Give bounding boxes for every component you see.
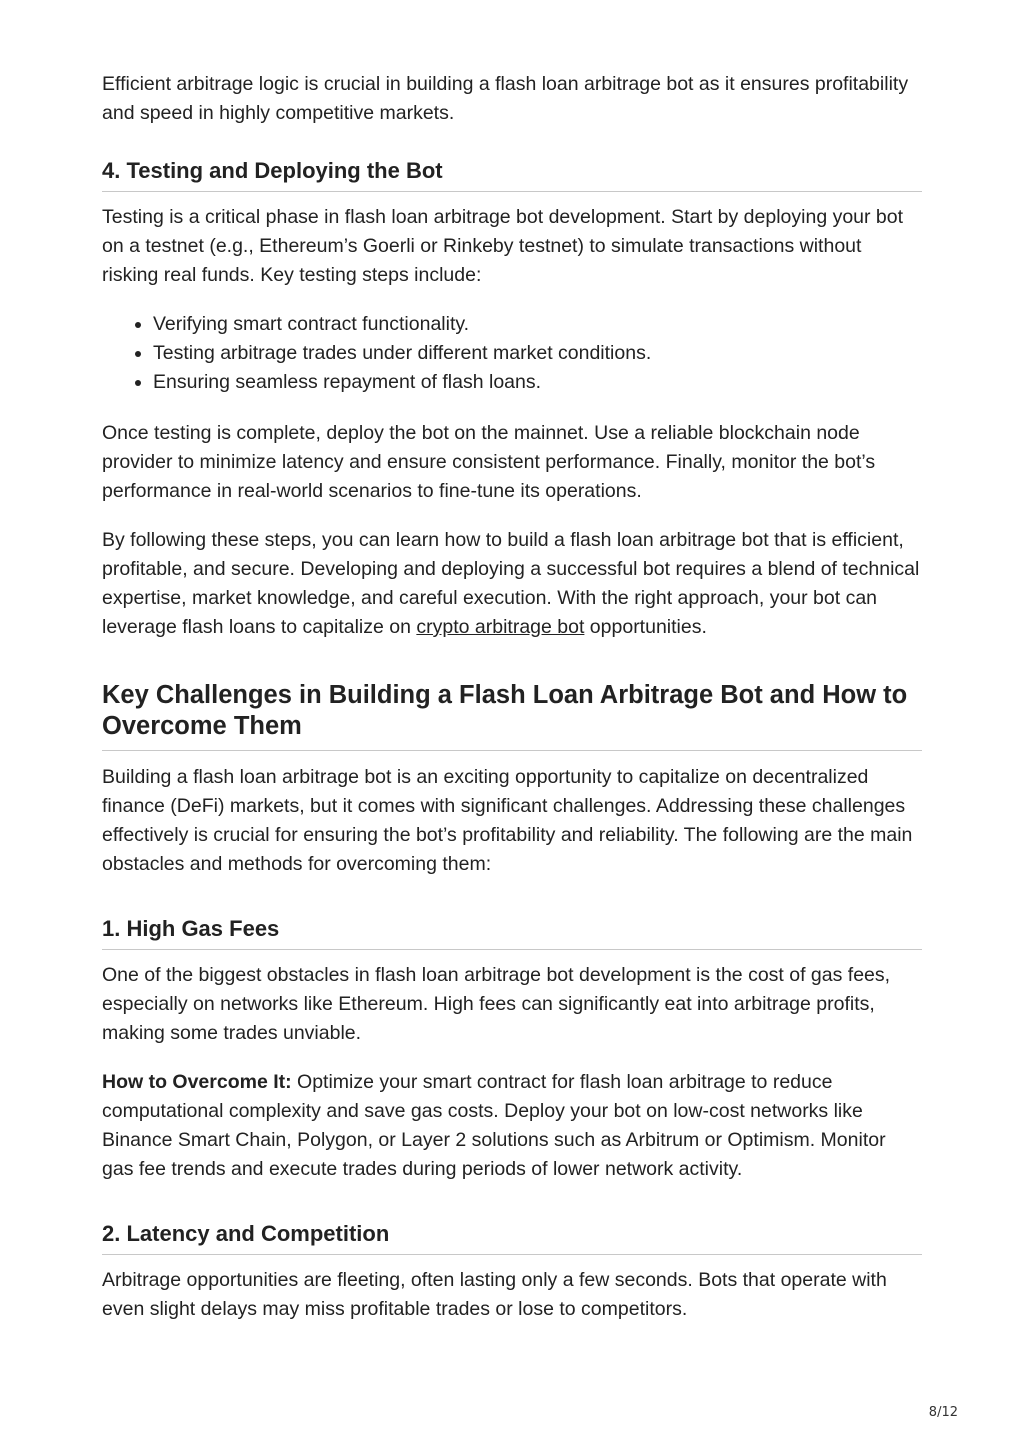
gas-fees-paragraph: One of the biggest obstacles in flash loan arbitrage bot development is the cost of gas fees, especially on networks like Ethereum. High fees can significantly eat into arbitrage profits, making some trades unviable. <box>102 964 891 1044</box>
overcome-text: Optimize your smart contract for flash loan arbitrage to reduce computational complexity and save gas costs. Deploy your bot on low-cost networks like Binance Smart Chain, Polygon, or Layer 2 solutions such as Arbitrum or Optimism. Monitor gas fee trends and execute trades during periods of lower network activity. <box>102 1071 886 1180</box>
heading-high-gas-fees: 1. High Gas Fees <box>102 914 922 950</box>
conclusion-text-end: opportunities. <box>584 616 707 638</box>
heading-key-challenges: Key Challenges in Building a Flash Loan Arbitrage Bot and How to Overcome Them <box>102 680 922 751</box>
testing-paragraph: Testing is a critical phase in flash loan arbitrage bot development. Start by deploying your bot on a testnet (e.g., Ethereum’s Goerli or Rinkeby testnet) to simulate transactions without risking real funds. Key testing steps include: <box>102 206 904 286</box>
heading-latency-competition: 2. Latency and Competition <box>102 1219 922 1255</box>
list-item: • Ensuring seamless repayment of flash loans. <box>153 368 922 397</box>
intro-paragraph: Efficient arbitrage logic is crucial in building a flash loan arbitrage bot as it ensures profitability and speed in highly competitive markets. <box>102 73 909 124</box>
page-number: 8/12 <box>928 1405 958 1420</box>
deploy-paragraph: Once testing is complete, deploy the bot on the mainnet. Use a reliable blockchain node provider to minimize latency and ensure consistent performance. Finally, monitor the bot’s performance in real-world scenarios to fine-tune its operations. <box>102 422 876 502</box>
document-content <box>102 70 922 1344</box>
conclusion-paragraph <box>102 526 922 642</box>
conclusion-text: By following these steps, you can learn how to build a flash loan arbitrage bot that is efficient, profitable, and secure. Developing and deploying a successful bot requires a blend of technical expertise, market knowledge, and careful execution. With the right approach, your bot can leverage flash loans to capitalize on <box>102 529 920 638</box>
overcome-label: How to Overcome It: <box>102 1071 292 1093</box>
crypto-arbitrage-bot-link[interactable]: crypto arbitrage bot <box>416 616 585 638</box>
challenges-paragraph: Building a flash loan arbitrage bot is an exciting opportunity to capitalize on decentralized finance (DeFi) markets, but it comes with significant challenges. Addressing these challenges effectively is crucial for ensuring the bot’s profitability and reliability. The following are the main obstacles and methods for overcoming them: <box>102 766 913 875</box>
list-item: • Testing arbitrage trades under different market conditions. <box>153 339 922 368</box>
gas-overcome-paragraph <box>102 1068 922 1184</box>
testing-steps-list <box>102 310 922 397</box>
latency-paragraph: Arbitrage opportunities are fleeting, often lasting only a few seconds. Bots that operate with even slight delays may miss profitable trades or lose to competitors. <box>102 1269 887 1320</box>
heading-testing-deploying: 4. Testing and Deploying the Bot <box>102 156 922 192</box>
list-item: • Verifying smart contract functionality. <box>153 310 922 339</box>
